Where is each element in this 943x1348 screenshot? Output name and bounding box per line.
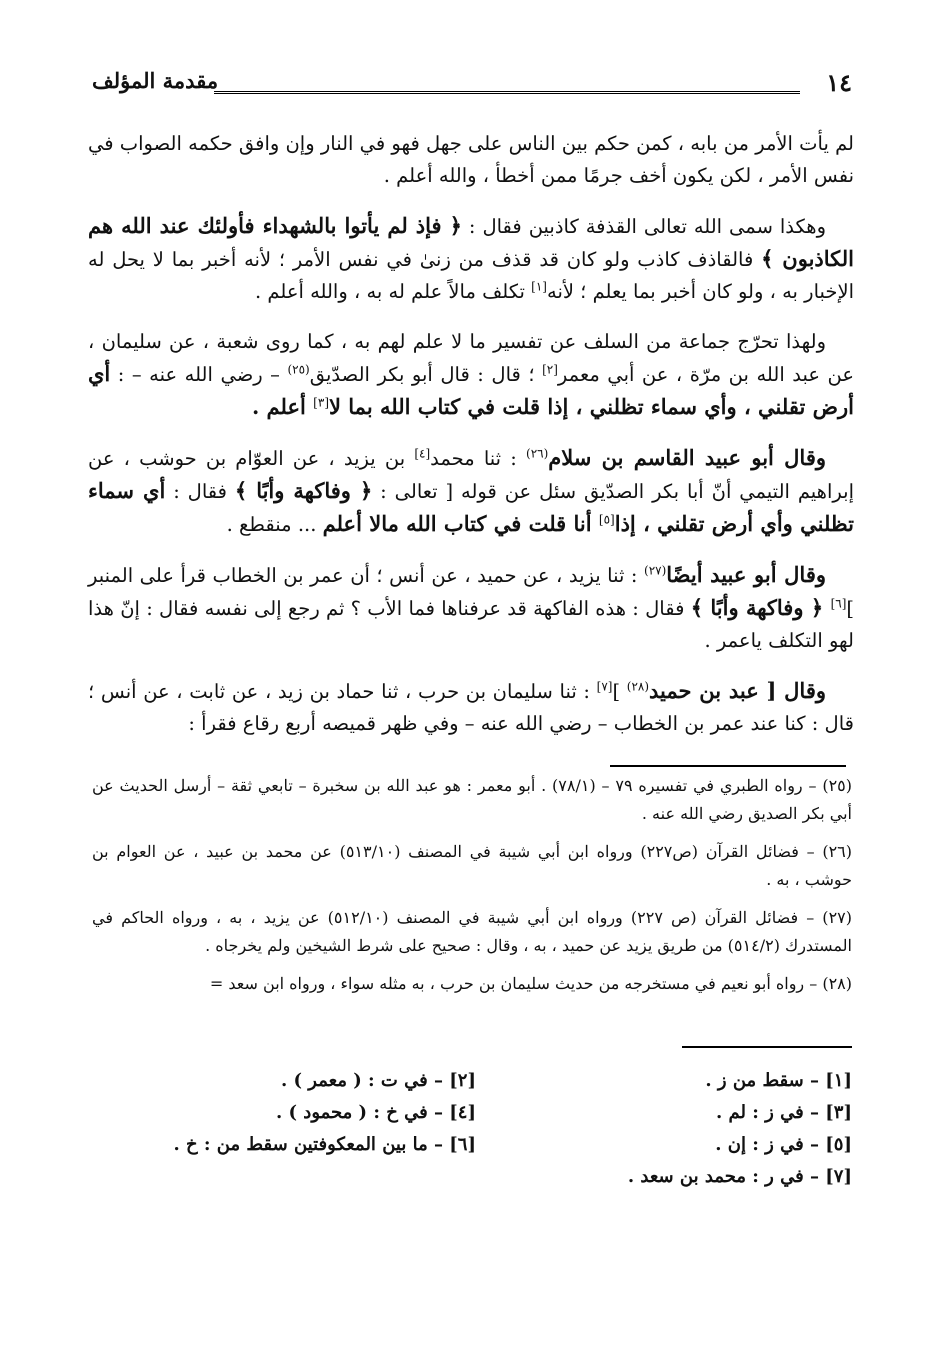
- manuscript-variants: [140, 1066, 852, 1192]
- footnote-ref: (٢٥): [287, 362, 310, 377]
- paragraph-4: [88, 442, 854, 541]
- variant-ref: [٢]: [542, 362, 558, 377]
- paragraph-text: ... منقطع .: [226, 513, 323, 536]
- page-header: [92, 68, 852, 108]
- paragraph-text: بن يزيد ، عن العوّام بن حوشب ، عن إبراهيم التيمي أنّ أبا بكر الصدّيق سئل عن قوله [ تعالى :: [88, 447, 854, 503]
- paragraph-text: – رضي الله عنه – :: [110, 363, 288, 386]
- footnote-26: (٢٦) – فضائل القرآن (ص٢٢٧) ورواه ابن أبي شيبة في المصنف (٥١٣/١٠) عن محمد بن عبيد ، عن العوام بن حوشب ، به .: [92, 842, 853, 889]
- paragraph-3: [88, 326, 854, 424]
- quran-quote: ﴿ فإذ لم يأتوا بالشهداء فأولئك عند الله هم الكاذبون ﴾: [88, 213, 854, 271]
- bold-quote: أي سماء تظلني وأي أرض تقلني ، إذا: [88, 478, 854, 536]
- variant-note: [٥] – في ز : إن .: [715, 1134, 852, 1155]
- paragraph-text: : ثنا يزيد ، عن حميد ، عن أنس ؛ أن عمر بن الخطاب قرأ على المنبر ]: [88, 564, 854, 620]
- bold-narrator: وقال أبو عبيد أيضًا: [666, 562, 827, 587]
- footnote-ref: (٢٦): [526, 446, 549, 461]
- variant-ref: [٦]: [830, 596, 847, 611]
- header-rule: [214, 91, 800, 94]
- bold-quote: أعلم .: [251, 394, 314, 419]
- footnote-27: (٢٧) – فضائل القرآن (ص ٢٢٧) ورواه ابن أبي شيبة في المصنف (٥١٢/١٠) عن يزيد ، به ، ورواه الحاكم في المستدرك (٥١٤/٢) من طريق يزيد عن حميد ، به ، وقال : صحيح على شرط الشيخين ولم يخرجاه .: [92, 908, 852, 955]
- variant-ref: [٣]: [313, 395, 329, 410]
- paragraph-text: لم يأت الأمر من بابه ، كمن حكم بين الناس على جهل فهو في النار وإن وافق حكمه الصواب في نفس الأمر ، لكن يكون أخف جرمًا ممن أخطأ ، والله أعلم .: [88, 132, 854, 187]
- footnote-ref: (٢٧): [644, 563, 667, 578]
- quran-quote: ﴿ وفاكهة وأبًا ﴾: [234, 478, 373, 503]
- bold-narrator: وقال أبو عبيد القاسم بن سلام: [548, 445, 826, 470]
- paragraph-text: وهكذا سمى الله تعالى القذفة كاذبين فقال :: [461, 215, 826, 238]
- variants-divider: [682, 1046, 852, 1048]
- variant-note: [٣] – في ز : لم .: [716, 1102, 852, 1123]
- variant-note: [٦] – ما بين المعكوفتين سقط من : خ .: [173, 1134, 476, 1155]
- paragraph-2: [88, 210, 854, 308]
- paragraph-text: فالقاذف كاذب ولو كان قد قذف من زنىٰ في نفس الأمر ؛ لأنه أخبر بما لا يحل له الإخبار به ، ولو كان أخبر بما يعلم ؛ لأنه: [88, 248, 854, 303]
- paragraph-text: فقال :: [165, 480, 235, 503]
- footnotes: [92, 772, 852, 1008]
- footnote-divider: [610, 765, 846, 767]
- variant-ref: [٤]: [414, 446, 431, 461]
- bold-quote: أنا قلت في كتاب الله مالا أعلم: [322, 511, 599, 536]
- paragraph-text: ؛ قال : قال أبو بكر الصدّيق: [309, 363, 543, 386]
- paragraph-text: ولهذا تحرّج جماعة من السلف عن تفسير ما لا علم لهم به ، كما روى شعبة ، عن سليمان ، عن عبد الله بن مرّة ، عن أبي معمر: [88, 330, 855, 386]
- footnote-28: (٢٨) – رواه أبو نعيم في مستخرجه من حديث سليمان بن حرب ، به مثله سواء ، ورواه ابن سعد =: [209, 974, 852, 993]
- footnote-25: (٢٥) – رواه الطبري في تفسيره ٧٩ – (٧٨/١) . أبو معمر : هو عبد الله بن سخبرة – تابعي ثقة – أرسل الحديث عن أبي بكر الصديق رضي الله عنه .: [92, 776, 852, 823]
- paragraph-1: [88, 128, 854, 192]
- page-number: ١٤: [826, 68, 852, 97]
- paragraph-text: تكلف مالاً علم له به ، والله أعلم .: [255, 280, 532, 303]
- variant-note: [٧] – في ر : محمد بن سعد .: [627, 1166, 852, 1187]
- variant-ref: [٧]: [596, 679, 613, 694]
- paragraph-6: [88, 675, 854, 740]
- paragraph-text: : ثنا سليمان بن حرب ، ثنا حماد بن زيد ، عن ثابت ، عن أنس ؛ قال : كنا عند عمر بن الخطاب – رضي الله عنه – وفي ظهر قميصه أربع رقاع فقرأ :: [88, 680, 854, 735]
- variant-ref: [٥]: [598, 512, 615, 527]
- main-text: [88, 128, 854, 758]
- bold-quote: أي أرض تقلني ، وأي سماء تظلني ، إذا قلت في كتاب الله بما لا: [88, 361, 854, 419]
- paragraph-5: [88, 559, 854, 657]
- bold-narrator: وقال [ عبد بن حميد: [649, 678, 827, 703]
- paragraph-text: فقال : هذه الفاكهة قد عرفناها فما الأب ؟ ثم رجع إلى نفسه فقال : إنّ هذا لهو التكلف ياعمر .: [88, 597, 854, 652]
- running-title: مقدمة المؤلف: [92, 68, 219, 93]
- variant-ref: [١]: [531, 279, 547, 294]
- variant-note: [١] – سقط من ز .: [705, 1070, 852, 1091]
- footnote-ref: (٢٨): [626, 679, 650, 694]
- variant-note: [٢] – في ت : ( معمر ) .: [280, 1070, 476, 1091]
- quran-quote: ﴿ وفاكهة وأبًا ﴾: [690, 595, 831, 620]
- paragraph-text: : ثنا محمد: [430, 447, 526, 470]
- variant-note: [٤] – في خ : ( محمود ) .: [275, 1102, 476, 1123]
- paragraph-text: ]: [612, 680, 627, 703]
